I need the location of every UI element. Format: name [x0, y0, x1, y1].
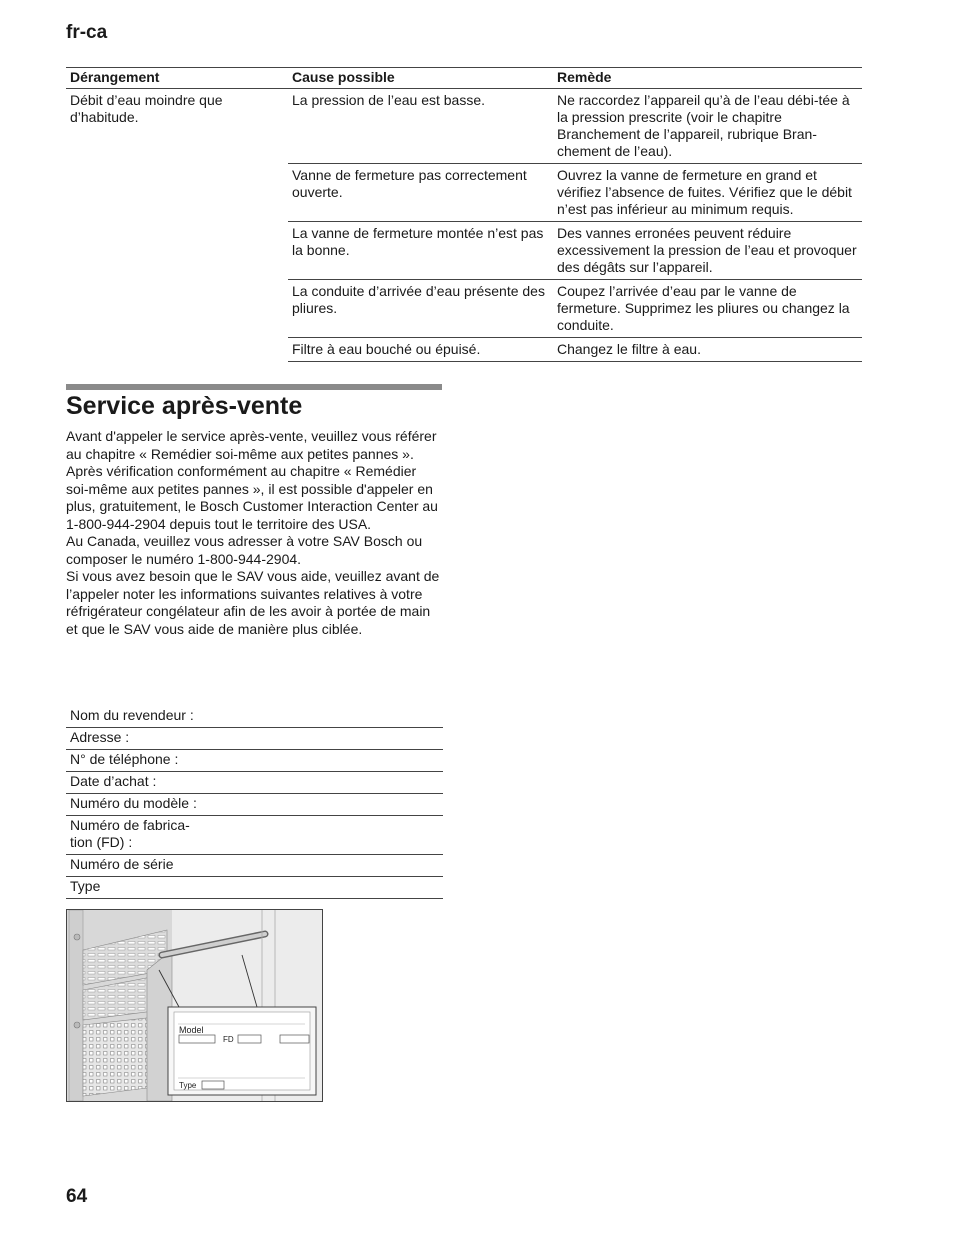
table-header-row	[66, 68, 862, 89]
remedy-cell: Ne raccordez l’appareil qu’à de l’eau débi-tée à la pression prescrite (voir le chapitre Branchement de l’appareil, rubrique Bran-chement de l’eau).	[553, 89, 862, 164]
info-value-field	[214, 877, 443, 899]
info-label-address: Adresse :	[66, 728, 214, 750]
paragraph: Au Canada, veuillez vous adresser à votre SAV Bosch ou composer le numéro 1-800-944-2904.	[66, 533, 423, 567]
info-row	[66, 816, 443, 855]
cause-cell: La conduite d’arrivée d’eau présente des pliures.	[288, 280, 553, 338]
remedy-cell: Changez le filtre à eau.	[553, 338, 862, 362]
info-row	[66, 728, 443, 750]
info-row	[66, 772, 443, 794]
info-row	[66, 855, 443, 877]
rating-plate-illustration	[66, 909, 323, 1102]
info-label-purchase-date: Date d’achat :	[66, 772, 214, 794]
info-label-fd-number: Numéro de fabrica-tion (FD) :	[66, 816, 214, 855]
section-title: Service après-vente	[66, 392, 303, 420]
cause-cell: La pression de l’eau est basse.	[288, 89, 553, 164]
cause-cell: La vanne de fermeture montée n’est pas la bonne.	[288, 222, 553, 280]
section-divider	[66, 384, 442, 390]
info-label-model-number: Numéro du modèle :	[66, 794, 214, 816]
info-row	[66, 794, 443, 816]
info-value-field	[214, 794, 443, 816]
cause-cell: Filtre à eau bouché ou épuisé.	[288, 338, 553, 362]
info-label-type: Type	[66, 877, 214, 899]
column-header-cause: Cause possible	[288, 68, 553, 89]
problem-cell: Débit d’eau moindre que d’habitude.	[70, 92, 223, 125]
plate-type-label: Type	[179, 1081, 197, 1090]
column-header-problem: Dérangement	[66, 68, 288, 89]
info-value-field	[214, 772, 443, 794]
info-value-field	[214, 706, 443, 728]
info-value-field	[214, 855, 443, 877]
table-row	[66, 89, 862, 164]
info-value-field	[214, 816, 443, 855]
cause-cell: Vanne de fermeture pas correctement ouverte.	[288, 164, 553, 222]
plate-fd-label: FD	[223, 1035, 234, 1044]
info-row	[66, 706, 443, 728]
paragraph: Après vérification conformément au chapitre « Remédier soi-même aux petites pannes », il est possible d'appeler en plus, gratuitement, le Bosch Customer Interaction Center au 1-800-944-2904 depuis tout le territoire des USA.	[66, 463, 438, 532]
info-value-field	[214, 750, 443, 772]
info-row	[66, 877, 443, 899]
service-info-table	[66, 706, 443, 899]
info-label-dealer: Nom du revendeur :	[66, 706, 214, 728]
remedy-cell: Ouvrez la vanne de fermeture en grand et vérifiez l’absence de fuites. Vérifiez que le débit n’est pas inférieur au minimum requis.	[553, 164, 862, 222]
service-body-text	[66, 428, 442, 638]
remedy-cell: Des vannes erronées peuvent réduire excessivement la pression de l’eau et provoquer des dégâts sur l’appareil.	[553, 222, 862, 280]
plate-model-label: Model	[179, 1025, 204, 1035]
language-code: fr-ca	[66, 22, 108, 43]
paragraph: Avant d'appeler le service après-vente, veuillez vous référer au chapitre « Remédier soi-même aux petites pannes ».	[66, 428, 437, 462]
info-row	[66, 750, 443, 772]
page-number: 64	[66, 1186, 88, 1207]
column-header-remedy: Remède	[553, 68, 862, 89]
remedy-cell: Coupez l’arrivée d’eau par le vanne de fermeture. Supprimez les pliures ou changez la conduite.	[553, 280, 862, 338]
info-value-field	[214, 728, 443, 750]
info-label-serial-number: Numéro de série	[66, 855, 214, 877]
paragraph: Si vous avez besoin que le SAV vous aide, veuillez avant de l’appeler noter les informations suivantes relatives à votre réfrigérateur congélateur afin de les avoir à portée de main et que le SAV vous aide de manière plus ciblée.	[66, 568, 440, 637]
troubleshooting-table	[66, 67, 862, 362]
info-label-phone: N° de téléphone :	[66, 750, 214, 772]
